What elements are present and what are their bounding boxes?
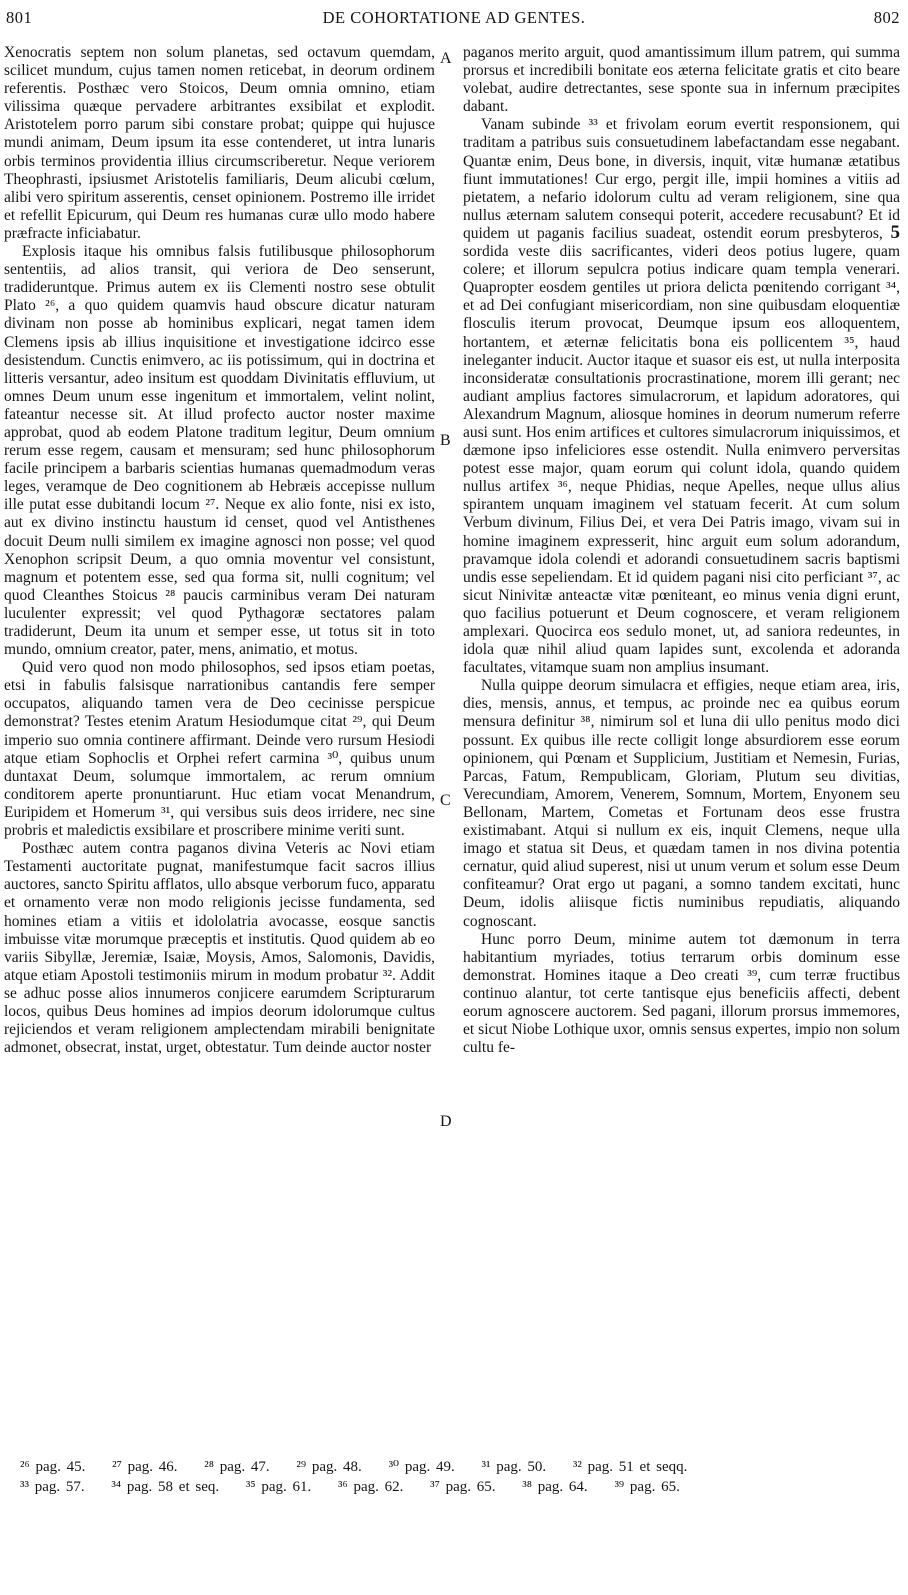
footnote: ³⁸ pag. 64. — [522, 1479, 588, 1495]
page-number-left: 801 — [6, 8, 33, 27]
footnote: ³² pag. 51 et seqq. — [572, 1459, 688, 1475]
footnote: ³⁰ pag. 49. — [388, 1459, 455, 1475]
paragraph: Nulla quippe deorum simulacra et effigies, neque etiam area, iris, dies, mensis, annus, et tempus, ac proinde nec ea quibus eorum mensura definitur ³⁸, nimirum sol et luna dii ullo penitus modo dici possunt. Ex quibus ille recte colligit longe absurdiorem esse eorum opinionem, qui Pœnam et Supplicium, Justitiam et Nemesin, Furias, Parcas, Fatum, Rempublicam, Gloriam, Plutum seu divitias, Verecundiam, Amorem, Venerem, Somnum, Mortem, Enyonem seu Bellonam, Martem, Cometas et Fortunam deos esse frustra existimabant. Atqui si nullum ex eis, inquit Clemens, neque ulla imago et statua sit Deus, et quædam tamen in nos divina potentia cernatur, quid aliud superest, nisi ut unum verum et solum esse Deum confiteamur? Orat ergo ut pagani, a somno tandem excitati, hunc Deum, idolis aliisque fictis numinibus repudiatis, aliquando cognoscant. — [463, 677, 900, 930]
footnote: ²⁹ pag. 48. — [296, 1459, 362, 1475]
page-header — [0, 6, 908, 36]
footnote: ³³ pag. 57. — [20, 1479, 85, 1495]
footnotes — [20, 1457, 900, 1497]
footnote: ²⁶ pag. 45. — [20, 1459, 86, 1475]
page-number-right: 802 — [873, 8, 900, 27]
footnote-line-1 — [20, 1457, 900, 1477]
margin-marker-b: B — [440, 432, 451, 449]
margin-marker-a: A — [440, 50, 452, 67]
footnote: ²⁸ pag. 47. — [204, 1459, 270, 1475]
margin-marker-d: D — [440, 1113, 452, 1130]
column-number: 5 — [890, 221, 900, 243]
paragraph — [463, 116, 900, 677]
footnote: ³⁵ pag. 61. — [245, 1479, 312, 1495]
footnote: ³⁹ pag. 65. — [614, 1479, 680, 1495]
left-column — [4, 44, 435, 1057]
paragraph: Quid vero quod non modo philosophos, sed ipsos etiam poetas, etsi in fabulis falsisque narrationibus cantandis fere semper occupatos, aliquando tamen vera de Deo cecinisse perspicue demonstrat? Testes etenim Aratum Hesiodumque citat ²⁹, qui Deum imperio suo omnia continere affirmant. Deinde vero rursum Hesiodi atque etiam Sophoclis et Orphei refert carmina ³⁰, quibus unum duntaxat Deum, solumque immortalem, ac rerum omnium conditorem aperte pronuntiarunt. Huc etiam vocat Menandrum, Euripidem et Homerum ³¹, qui versibus suis deos irridere, nec sine probris et maledictis exsibilare et proscribere minime veriti sunt. — [4, 659, 435, 840]
paragraph-text: Vanam subinde ³³ et frivolam eorum evertit responsionem, qui traditam a patribus suis consuetudinem labefactandam esse negabant. Quantæ enim, Deus bone, in diversis, inquit, vitæ humanæ ætatibus fiunt immutationes! Cur ergo, pergit ille, impii homines a vitiis ad pietatem, a nefario idolorum cultu ad veram religionem, sine qua nullus æternam salutem consequi poterit, accedere recusabunt? Et id quidem ut paganis facilius suadeat, ostendit eorum presbyteros, — [463, 116, 900, 242]
paragraph: Xenocratis septem non solum planetas, sed octavum quemdam, scilicet mundum, cujus tamen nomen reticebat, in deorum ordinem referentis. Posthæc vero Stoicos, Deum omnia omnino, etiam vilissima quæque pervadere arbitrantes exsibilat et explodit. Aristotelem porro parum sibi constare probat; quippe qui hujusce mundi animam, Deum ipsum ita esse contenderet, ut intra lunaris orbis terminos providentia illius circumscriberetur. Neque veriorem Theophrasti, ipsiusmet Aristotelis familiaris, Deum alicubi cœlum, alibi vero spiritum asserentis, censet opinionem. Postremo ille irridet et refellit Epicurum, qui Deum res humanas curæ ullo modo habere præfracte inficiabatur. — [4, 44, 435, 242]
footnote: ³⁶ pag. 62. — [338, 1479, 404, 1495]
paragraph: Posthæc autem contra paganos divina Veteris ac Novi etiam Testamenti auctoritate pugnat, manifestumque facit sacros illius auctores, sancto Spiritu afflatos, ullo absque verborum fuco, apparatu et ornamento veræ non modo religionis jecisse fundamenta, sed homines etiam a vitiis et idololatria avocasse, eosque sanctis imbuisse vitæ morumque præceptis et institutis. Quod quidem ab eo variis Sibyllæ, Jeremiæ, Isaiæ, Moysis, Amos, Salomonis, Davidis, atque etiam Apostoli testimoniis mirum in modum probatur ³². Addit se adhuc posse alios innumeros conjicere earumdem Scripturarum locos, quibus Deus homines ad impios deorum idolorumque cultus rejiciendos et veram religionem amplectendam mirabili benignitate admonet, obsecrat, instat, urget, obtestatur. Tum deinde auctor noster — [4, 840, 435, 1057]
paragraph-text: sordida veste diis sacrificantes, videri deos potius lugere, quam colere; et illorum sepulcra potius indicare quam templa venerari. Quapropter eosdem gentiles ut priora delicta pœnitendo corrigant ³⁴, et ad Dei confugiant misericordiam, non sine quibusdam eloquentiæ flosculis iterum provocat, Deumque ipsum eos alloquentem, hortantem, et æternæ felicitatis bona eis pollicentem ³⁵, haud ineleganter inducit. Auctor itaque et suasor eis est, ut nulla interposita inconsideratæ consultationis procrastinatione, morem illi gerant; nec audiant amplius factores simulacrorum, et lapidum adoratores, qui Alexandrum Magnum, aliosque homines in deorum numerum referre ausi sunt. Hos enim artifices et cultores simulacrorum iniquissimos, et dæmone ipso infeliciores esse ostendit. Nulla enimvero perversitas potest esse major, quam eorum qui colunt idola, quando quidem nullus artifex ³⁶, neque Phidias, neque Apelles, neque ullus alius spirantem unquam imaginem vel statuam fecerit. At cum solum Verbum divinum, Filius Dei, et vera Dei Patris imago, vivam sui in homine imaginem expresserit, hinc arguit eum solum adorandum, pravamque idola colendi et adorandi consuetudinem sacris baptismi undis esse sepeliendam. Et id quidem pagani nisi cito perficiant ³⁷, ac sicut Ninivitæ anteactæ vitæ pœniteant, eo minus venia digni erunt, quo facilius potuerunt et Deum cognoscere, et veram religionem amplexari. Quocirca eos sedulo monet, ut, ad saniora redeuntes, in idola quæ nihil aliud quam lapides sunt, excolenda et adoranda facultates, vitamque suam non amplius insumant. — [463, 243, 900, 677]
paragraph: Hunc porro Deum, minime autem tot dæmonum in terra habitantium myriades, totius terrarum orbis dominum esse demonstrat. Homines itaque a Deo creati ³⁹, cum terræ fructibus continuo alantur, tot certe tantisque ejus beneficiis affecti, debent eorum agnoscere auctorem. Sed pagani, illorum prorsus immemores, et sicut Niobe Lothique uxor, omnis sensus expertes, impio non solum cultu fe- — [463, 930, 900, 1057]
running-title: DE COHORTATIONE AD GENTES. — [322, 8, 586, 27]
footnote: ²⁷ pag. 46. — [112, 1459, 178, 1475]
paragraph: paganos merito arguit, quod amantissimum illum patrem, qui summa prorsus et incredibili bonitate eos æterna felicitate gratis et cito beare volebat, audire detrectantes, sese sponte sua in infernum præcipites dabant. — [463, 44, 900, 116]
margin-marker-c: C — [440, 792, 451, 809]
footnote: ³¹ pag. 50. — [481, 1459, 547, 1475]
right-column — [463, 44, 900, 1057]
footnote: ³⁴ pag. 58 et seq. — [111, 1479, 220, 1495]
paragraph: Explosis itaque his omnibus falsis futilibusque philosophorum sententiis, ad alios transit, qui veriora de Deo senserunt, tradideruntque. Primus autem ex iis Clementi nostro sese obtulit Plato ²⁶, a quo quidem quamvis haud obscure dicatur naturam divinam non posse ab hominibus explicari, negat tamen idem Clemens ipsis ab illius inquisitione et investigatione idcirco esse desistendum. Cunctis enimvero, ac iis potissimum, qui in doctrina et litteris versantur, adeo insitum est quoddam Divinitatis effluvium, ut omnes Deum unum esse ingenitum et immortalem, velint nolint, fateantur necesse sit. At illud profecto auctor noster maxime approbat, quod ab eodem Platone traditum legitur, Deum omnium rerum esse regem, causam et mensuram; sed hunc philosophorum facile principem a barbaris scientias humanas quemadmodum veras leges, veramque de Deo cognitionem ab Hebræis accepisse nullum ille putat esse dubitandi locum ²⁷. Neque ex alio fonte, nisi ex isto, aut ex divino instinctu haustum id censet, quod vel Antisthenes docuit Deum nulli similem ex imagine agnosci non posse; vel quod Xenophon scripsit Deum, a quo omnia moventur vel consistunt, magnum et potentem esse, sed qua forma sit, nulli cognitum; vel quod Cleanthes Stoicus ²⁸ paucis carminibus veram Dei naturam luculenter expressit; vel quod Pythagoræ sectatores palam tradiderunt, Deum ita unum et semper esse, ut totus sit in toto mundo, omnium creator, pater, mens, animatio, et motus. — [4, 243, 435, 659]
footnote-line-2 — [20, 1477, 900, 1497]
footnote: ³⁷ pag. 65. — [430, 1479, 496, 1495]
